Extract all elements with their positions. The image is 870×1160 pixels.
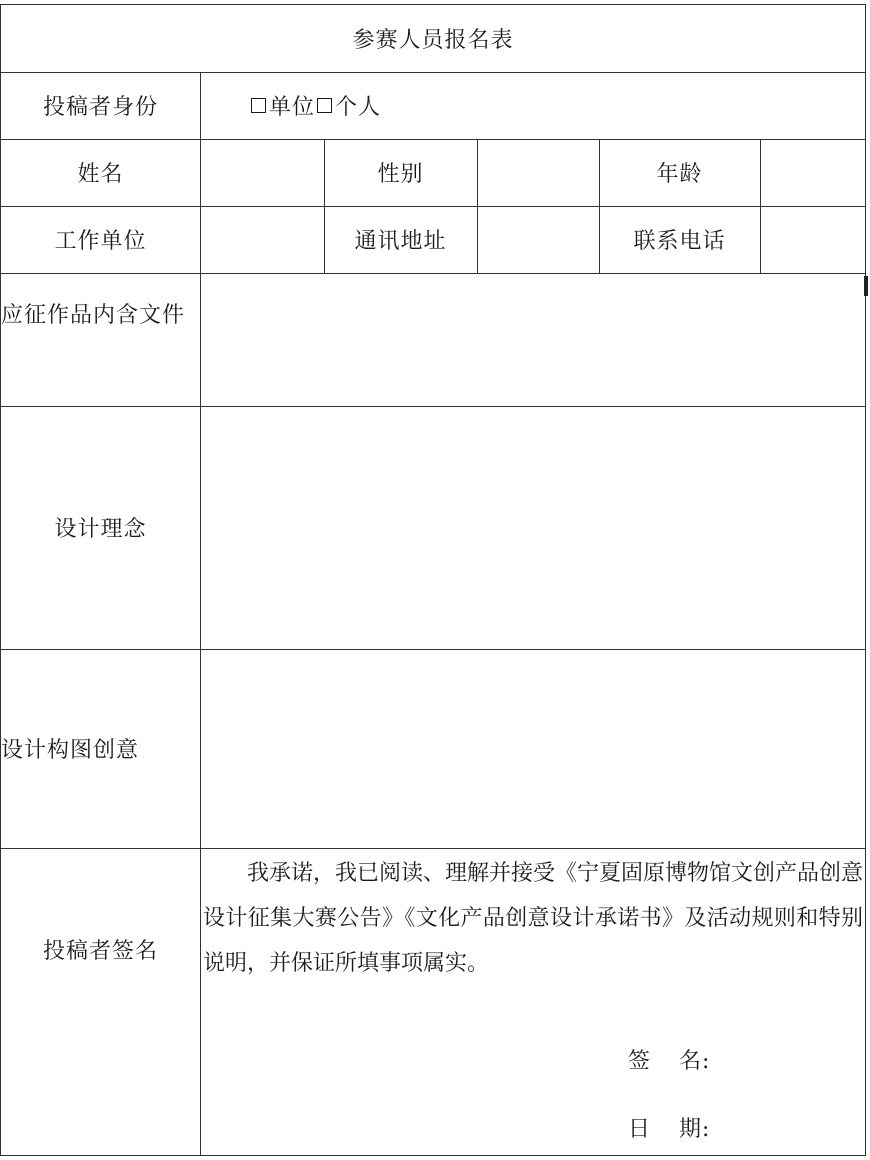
signature-label: 投稿者签名 [42, 939, 158, 964]
date-label-char-a: 日 [628, 1117, 652, 1142]
age-label: 年龄 [656, 162, 703, 187]
date-label-char-b: 期: [679, 1117, 711, 1142]
individual-checkbox[interactable] [317, 98, 332, 113]
concept-field[interactable] [200, 406, 865, 649]
concept-label: 设计理念 [54, 517, 147, 542]
identity-label: 投稿者身份 [42, 95, 158, 120]
work-unit-label: 工作单位 [54, 229, 147, 254]
composition-label: 设计构图创意 [1, 738, 140, 763]
page-edge-mark [864, 276, 868, 296]
files-label: 应征作品内含文件 [1, 302, 186, 328]
age-field[interactable] [760, 139, 865, 206]
pledge-text: 我承诺，我已阅读、理解并接受《宁夏固原博物馆文创产品创意设计征集大赛公告》《文化产品创意设计承诺书》及活动规则和特别说明，并保证所填事项属实。 [203, 861, 864, 976]
unit-option-label: 单位 [269, 95, 316, 120]
signature-line[interactable] [628, 1044, 710, 1075]
pledge-statement [203, 848, 863, 986]
work-unit-field[interactable] [200, 206, 324, 273]
name-field[interactable] [200, 139, 324, 206]
gender-label: 性别 [377, 162, 424, 187]
composition-field[interactable] [200, 649, 865, 848]
sign-label-char-b: 名: [679, 1049, 711, 1074]
individual-option-label: 个人 [335, 95, 382, 120]
phone-label: 联系电话 [633, 229, 726, 254]
sign-label-char-a: 签 [628, 1049, 652, 1074]
phone-field[interactable] [760, 206, 865, 273]
form-title: 参赛人员报名表 [352, 28, 514, 53]
identity-options [251, 72, 651, 139]
address-field[interactable] [477, 206, 599, 273]
files-field[interactable] [200, 273, 865, 406]
address-label: 通讯地址 [354, 229, 447, 254]
gender-field[interactable] [477, 139, 599, 206]
name-label: 姓名 [77, 162, 124, 187]
unit-checkbox[interactable] [251, 98, 266, 113]
date-line[interactable] [628, 1112, 710, 1143]
